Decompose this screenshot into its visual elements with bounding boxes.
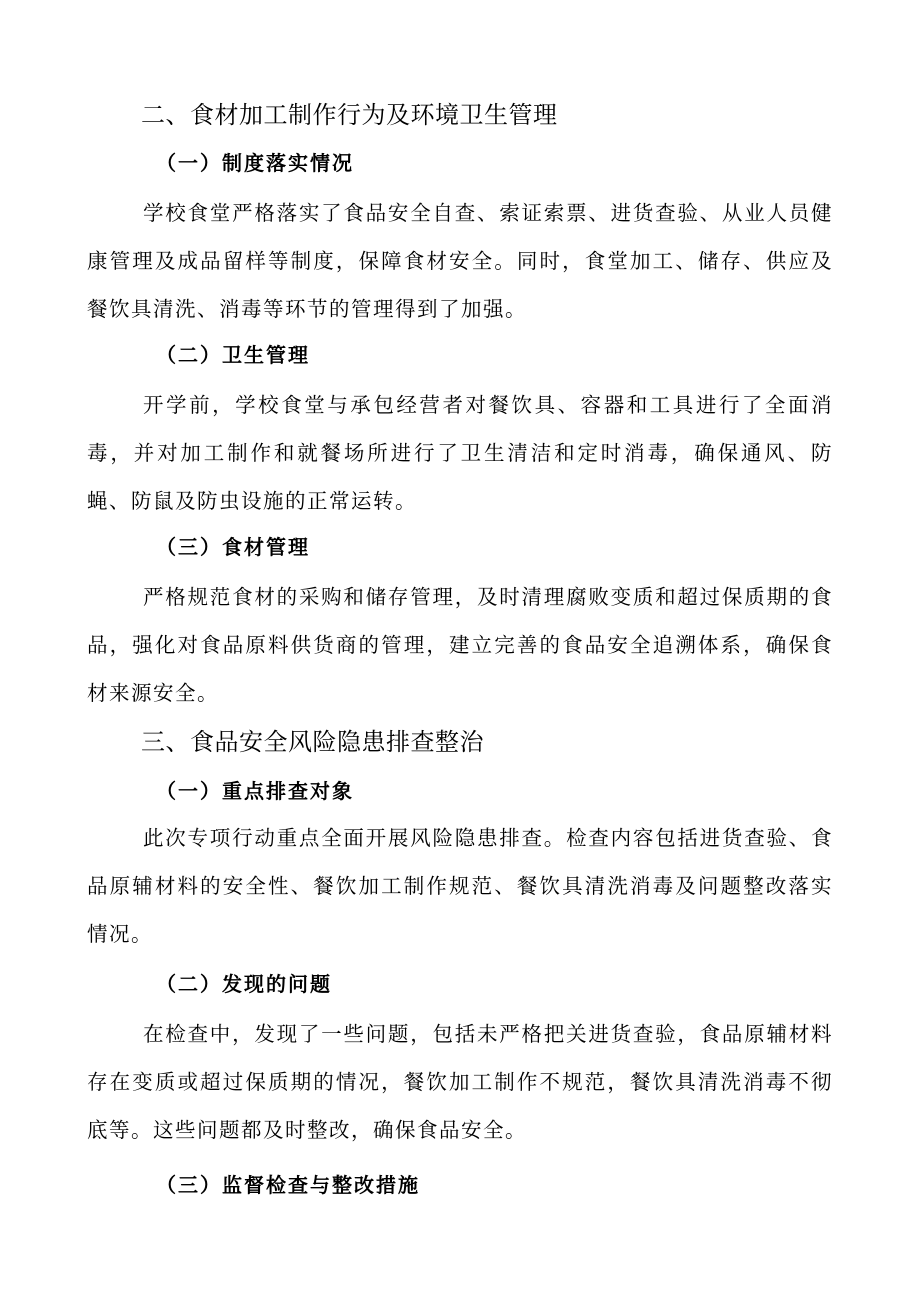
paragraph-institution: 学校食堂严格落实了食品安全自查、索证索票、进货查验、从业人员健康管理及成品留样等制度，保障食材安全。同时，食堂加工、储存、供应及餐饮具清洗、消毒等环节的管理得到了加强。 bbox=[87, 201, 833, 321]
subsection-title-institution: （一）制度落实情况 bbox=[156, 151, 354, 175]
section-heading-2: 二、食材加工制作行为及环境卫生管理 bbox=[141, 101, 558, 129]
subsection-title-ingredients: （三）食材管理 bbox=[156, 535, 310, 559]
paragraph-problems: 在检查中，发现了一些问题，包括未严格把关进货查验，食品原辅材料存在变质或超过保质期的情况，餐饮加工制作不规范，餐饮具清洗消毒不彻底等。这些问题都及时整改，确保食品安全。 bbox=[87, 1022, 833, 1142]
paragraph-hygiene: 开学前，学校食堂与承包经营者对餐饮具、容器和工具进行了全面消毒，并对加工制作和就餐场所进行了卫生清洁和定时消毒，确保通风、防蝇、防鼠及防虫设施的正常运转。 bbox=[87, 393, 833, 513]
subsection-title-supervision: （三）监督检查与整改措施 bbox=[156, 1173, 420, 1197]
subsection-title-inspection-targets: （一）重点排查对象 bbox=[156, 779, 354, 803]
subsection-title-problems: （二）发现的问题 bbox=[156, 972, 332, 996]
paragraph-ingredients: 严格规范食材的采购和储存管理，及时清理腐败变质和超过保质期的食品，强化对食品原料供货商的管理，建立完善的食品安全追溯体系，确保食材来源安全。 bbox=[87, 585, 833, 705]
subsection-title-hygiene: （二）卫生管理 bbox=[156, 343, 310, 367]
section-heading-3: 三、食品安全风险隐患排查整治 bbox=[141, 728, 484, 756]
paragraph-inspection-targets: 此次专项行动重点全面开展风险隐患排查。检查内容包括进货查验、食品原辅材料的安全性、餐饮加工制作规范、餐饮具清洗消毒及问题整改落实情况。 bbox=[87, 826, 833, 946]
